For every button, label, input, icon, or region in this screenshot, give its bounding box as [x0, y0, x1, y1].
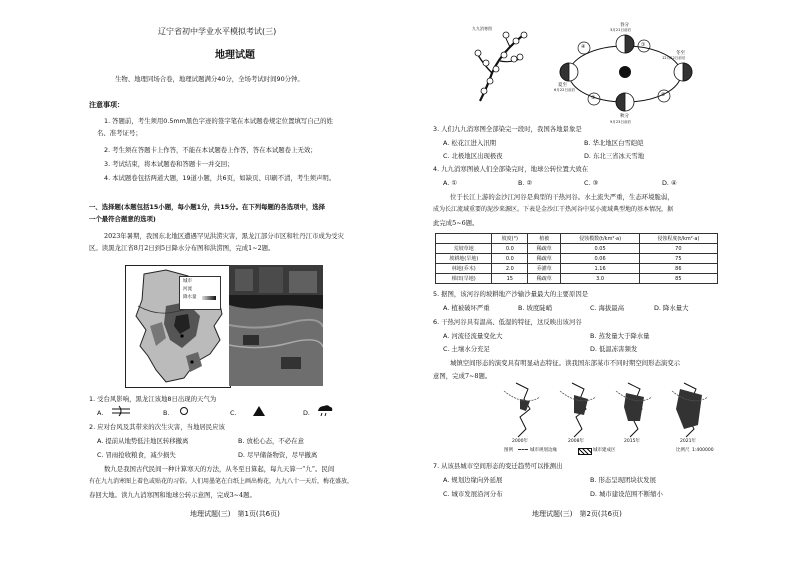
- built-area-legend-swatch: [578, 448, 592, 455]
- table-row: [436, 254, 718, 264]
- q4-option-d: D. ④: [662, 179, 677, 187]
- q5-option-d: D. 降水量大: [654, 304, 689, 312]
- legend-city: 城市: [183, 279, 192, 284]
- q3-option-c: C. 北极地区出现极夜: [443, 152, 503, 160]
- city-legend-item1: 城市规划边缘: [530, 448, 557, 453]
- orbit-autumn: 秋分: [620, 114, 629, 119]
- city-legend-item2: 城市建成区: [593, 448, 616, 453]
- boundary-legend-swatch: [518, 449, 528, 455]
- table-cell: 荒坡草地: [436, 244, 492, 254]
- passage3-line: 位于长江上游的金沙江河谷是典型的干热河谷。水土流失严重，生态环境脆弱，: [450, 193, 674, 201]
- weather-symbol-a-icon: [110, 405, 132, 417]
- q5-option-c: C. 海拔最高: [590, 304, 625, 312]
- plum-branch-svg: [470, 25, 530, 103]
- legend-precip: 降水量: [183, 295, 197, 300]
- weather-symbol-c-icon: [252, 405, 266, 417]
- table-cell: 75: [639, 254, 717, 264]
- table-cell: 梯田(旱地): [436, 274, 492, 284]
- exam-title: 辽宁省初中学业水平模拟考试(三): [158, 27, 277, 36]
- city-legend-label: 图例: [504, 448, 513, 453]
- table-cell: 86: [639, 264, 717, 274]
- notes-heading: 注意事项：: [89, 101, 124, 109]
- q3-stem: 3. 人们九九消寒图全部染完一段时，我国各地景象是: [433, 125, 582, 133]
- section1-line1: 一、选择题(本题包括15小题，每小题1分，共15分。在下列每题的各选项中，选择: [89, 203, 326, 211]
- table-header-row: [436, 234, 718, 244]
- passage4-line: 城镇空间形态的演变具有明显动态特征。读我国东部某市不同时期空间形态演变示: [450, 359, 681, 367]
- plum-caption: 九九消寒图: [472, 26, 492, 31]
- passage2-line: 有在九九消寒图上着色或贴花的习俗。人们用墨笔在白纸上画出梅花，九九八十一天后，梅花盛放，: [89, 478, 354, 485]
- table-header-cell: 植被: [528, 234, 561, 244]
- table-cell: 2.0: [492, 264, 528, 274]
- table-cell: 乔灌草: [528, 264, 561, 274]
- q2-option-c: C. 冒雨抢收粮食，减少损失: [97, 451, 176, 459]
- passage3-line: 此完成5~6题。: [433, 219, 479, 227]
- orbit-summer-date: 6月22日前后: [554, 88, 576, 92]
- table-cell: 坡耕地(旱地): [436, 254, 492, 264]
- table-cell: 15: [492, 274, 528, 284]
- q3-option-a: A. 松花江进入汛期: [443, 139, 497, 147]
- table-cell: 3.0: [561, 274, 639, 284]
- city-year: 2000年: [512, 439, 528, 444]
- table-header-cell: 坡度(°): [492, 234, 528, 244]
- orbit-position-4: ④: [581, 44, 586, 50]
- note-item: 名、准考证号；: [97, 129, 142, 137]
- precip-scale: [202, 296, 216, 300]
- q6-option-b: B. 蒸发量大于降水量: [590, 332, 650, 340]
- table-row: [436, 244, 718, 254]
- orbit-summer: 夏至: [558, 83, 567, 88]
- table-header-cell: 侵蚀模数(t/km²·a): [561, 234, 639, 244]
- city-evolution-figure: [500, 377, 730, 461]
- table-cell: 0.06: [561, 254, 639, 264]
- q2-option-d: D. 尽早储备物资，尽早撤离: [238, 451, 318, 459]
- q3-option-b: B. 华北地区白雪皑皑: [584, 139, 644, 147]
- table-header-cell: 侵蚀程度(t/km²·a): [639, 234, 717, 244]
- flood-photo-svg: [229, 265, 323, 386]
- table-cell: 0.0: [492, 254, 528, 264]
- q7-option-c: C. 城市发展沿河分布: [443, 490, 503, 498]
- orbit-winter: 冬至: [676, 51, 685, 56]
- q7-option-d: D. 城市建设范围不断缩小: [590, 490, 663, 498]
- passage1-line: 2023年暑期，我国东北地区遭遇罕见洪涝灾害，黑龙江部分市区和牡丹江市成为受灾: [104, 232, 344, 240]
- table-cell: 70: [639, 244, 717, 254]
- passage4-line: 意图，完成7~8题。: [433, 372, 492, 380]
- footer-right: 地理试题(三) 第2页(共6页): [532, 510, 622, 518]
- weather-symbol-d-icon: [316, 404, 334, 417]
- table-cell: 0.0: [492, 244, 528, 254]
- legend-river: 河流: [183, 287, 192, 292]
- orbit-spring-date: 3月21日前后: [610, 28, 632, 32]
- table-cell: 林地(乔木): [436, 264, 492, 274]
- q1-stem: 1. 受台风影响，黑龙江该地8日出现的天气为: [89, 395, 217, 403]
- plum-blossom-figure: [470, 25, 530, 103]
- q1-option-c: C.: [230, 409, 237, 417]
- city-year: 2015年: [624, 439, 640, 444]
- q7-option-a: A. 规划边缘向外延展: [443, 476, 503, 484]
- city-scale-value: 1:400000: [692, 448, 714, 453]
- q4-option-b: B. ②: [518, 179, 533, 187]
- valley-data-table: [435, 233, 718, 284]
- orbit-autumn-date: 9月23日前后: [610, 120, 632, 124]
- q5-stem: 5. 据图，该河谷的坡耕地产沙输沙量最大的主要原因是: [433, 290, 589, 298]
- flood-photo: [229, 265, 323, 386]
- table-cell: 稀疏草: [528, 254, 561, 264]
- orbit-spring: 春分: [620, 23, 629, 28]
- orbit-position-1: ①: [641, 42, 646, 48]
- q5-option-a: A. 植被破坏严重: [443, 304, 490, 312]
- q3-option-d: D. 东北三省冰天雪地: [584, 152, 645, 160]
- section1-line2: 一个最符合题意的选项): [89, 215, 156, 223]
- note-item: 2. 考生须在答题卡上作答，不能在本试题卷上作答，答在本试题卷上无效；: [104, 146, 317, 154]
- q4-stem: 4. 九九消寒图被人们全部染完时，地球公转位置大致在: [433, 165, 589, 173]
- subject-title: 地理试题: [215, 50, 255, 61]
- map-legend: [179, 276, 221, 310]
- q6-option-a: A. 河流径流量变化大: [443, 332, 503, 340]
- passage1-line: 区。读黑龙江省8月2日到5日降水分布图和洪涝图，完成1~2题。: [89, 244, 275, 252]
- q6-stem: 6. 干热河谷具有温高、低湿的特征，这反映出该河谷: [433, 318, 582, 326]
- city-scale-label: 比例尺: [676, 448, 690, 453]
- passage3-line: 成为长江流域重要的泥沙来源区。下表是金沙江干热河谷中某小流域典型地的基本情况，据: [433, 206, 674, 213]
- q4-option-c: C. ③: [584, 179, 599, 187]
- passage2-line: 春回大地。读九九消寒图和地球公转示意图，完成3~4题。: [89, 491, 256, 499]
- table-row: [436, 264, 718, 274]
- weather-symbol-b-icon: [176, 405, 192, 417]
- q6-option-c: C. 土壤水分充足: [443, 345, 490, 353]
- info-line: 生物、地理同场合卷，地理试题满分40分，全场考试时间90分钟。: [115, 75, 304, 83]
- table-row: [436, 274, 718, 284]
- footer-left: 地理试题(三) 第1页(共6页): [190, 510, 280, 518]
- note-item: 3. 考试结束，将本试题卷和答题卡一并交回；: [104, 160, 234, 168]
- table-cell: 1.16: [561, 264, 639, 274]
- table-header-cell: [436, 234, 492, 244]
- note-item: 1. 答题前，考生须用0.5mm黑色字迹的签字笔在本试题卷规定位置填写自己的姓: [104, 117, 333, 125]
- earth-orbit-diagram: [550, 22, 700, 130]
- q6-option-d: D. 低温冻害频发: [590, 345, 638, 353]
- orbit-position-2: ②: [661, 92, 666, 98]
- q4-option-a: A. ①: [443, 179, 458, 187]
- q7-stem: 7. 从该县城市空间形态的变迁趋势可以推测出: [433, 462, 563, 470]
- orbit-position-3: ③: [591, 95, 596, 101]
- city-year: 2008年: [568, 439, 584, 444]
- q7-option-b: B. 形态呈现团块状发展: [590, 476, 656, 484]
- q2-option-a: A. 提前从地势低洼地区转移撤离: [97, 437, 189, 445]
- q5-option-b: B. 坡度陡峭: [518, 304, 553, 312]
- note-item: 4. 本试题卷包括两道大题，19道小题，共6页，如缺页、印刷不清，考生须声明。: [104, 174, 336, 182]
- q1-option-d: D.: [303, 409, 310, 417]
- q1-option-b: B.: [163, 409, 170, 417]
- table-cell: 0.05: [561, 244, 639, 254]
- q2-option-b: B. 放松心态，不必在意: [238, 437, 304, 445]
- precipitation-map: [125, 265, 231, 388]
- passage2-line: 数九是我国古代民间一种计算寒天的方法，从冬至日算起，每九天算一“九”。民间: [104, 465, 335, 473]
- table-cell: 85: [639, 274, 717, 284]
- q2-stem: 2. 应对台风及其带来的次生灾害，当地居民应该: [89, 423, 225, 431]
- orbit-winter-date: 12月22日前后: [662, 56, 686, 60]
- q1-option-a: A.: [97, 409, 104, 417]
- table-cell: 稀疏草: [528, 244, 561, 254]
- table-cell: 稀疏草: [528, 274, 561, 284]
- city-year: 2021年: [680, 439, 696, 444]
